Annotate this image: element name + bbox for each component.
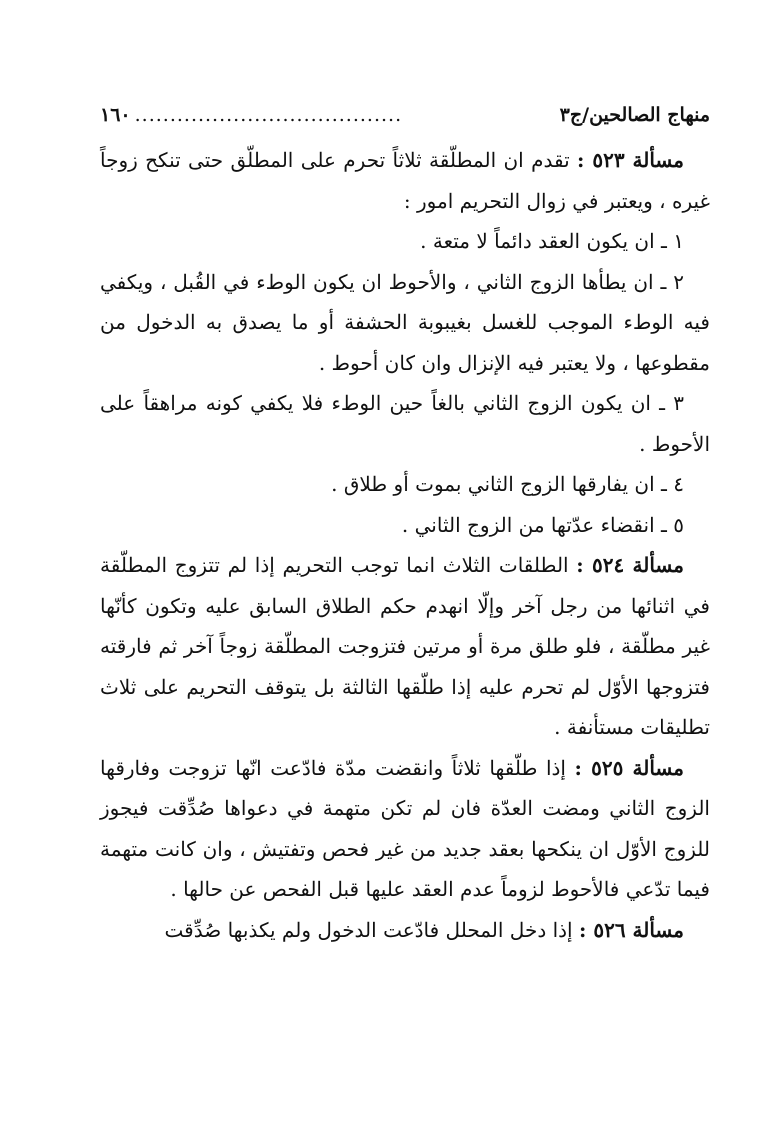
dot-leader: ...................................... xyxy=(134,104,403,126)
issue-525 xyxy=(100,748,710,910)
issue-524 xyxy=(100,545,710,748)
condition-4: ٤ ـ ان يفارقها الزوج الثاني بموت أو طلاق . xyxy=(331,472,684,496)
issue-523 xyxy=(100,140,710,221)
condition-1: ١ ـ ان يكون العقد دائماً لا متعة . xyxy=(420,229,684,253)
page-number: ١٦٠ xyxy=(100,104,131,126)
issue-heading: مسألة ٥٢٣ : xyxy=(576,148,684,172)
issue-text: تقدم ان المطلّقة ثلاثاً تحرم على المطلّق حتى تنكح زوجاً غيره ، ويعتبر في زوال التحريم امور : xyxy=(100,148,710,213)
book-title: منهاج الصالحين/ج٣ xyxy=(559,104,710,126)
condition-2: ٢ ـ ان يطأها الزوج الثاني ، والأحوط ان يكون الوطء في القُبل ، ويكفي فيه الوطء الموجب للغسل بغيبوبة الحشفة أو ما يصدق به الدخول من مقطوعها ، ولا يعتبر فيه الإنزال وان كان أحوط . xyxy=(100,269,710,375)
issue-text: إذا طلّقها ثلاثاً وانقضت مدّة فادّعت انّها تزوجت وفارقها الزوج الثاني ومضت العدّة فان لم تكن متهمة في دعواها صُدِّقت فيجوز للزوج الأوّل ان ينكحها بعقد جديد من غير فحص وتفتيش ، وان كانت متهمة فيما تدّعي فالأحوط لزوماً عدم العقد عليها قبل الفحص عن حالها . xyxy=(100,755,711,901)
book-page xyxy=(100,100,710,950)
issue-text: إذا دخل المحلل فادّعت الدخول ولم يكذبها صُدِّقت xyxy=(164,917,579,942)
running-head xyxy=(100,100,710,130)
issue-heading: مسألة ٥٢٥ : xyxy=(574,755,684,780)
issue-526 xyxy=(100,910,710,951)
condition-3: ٣ ـ ان يكون الزوج الثاني بالغاً حين الوطء فلا يكفي كونه مراهقاً على الأحوط . xyxy=(100,391,710,456)
issue-heading: مسألة ٥٢٦ : xyxy=(578,917,684,942)
issue-heading: مسألة ٥٢٤ : xyxy=(576,553,684,577)
page-body xyxy=(100,140,710,950)
issue-text: الطلقات الثلاث انما توجب التحريم إذا لم تتزوج المطلّقة في اثنائها من رجل آخر وإلّا انهدم حكم الطلاق السابق عليه وتكون كأنّها غير مطلّقة ، فلو طلق مرة أو مرتين فتزوجت المطلّقة زوجاً آخر ثم فارقته فتزوجها الأوّل لم تحرم عليه إذا طلّقها الثالثة بل يتوقف التحريم على ثلاث تطليقات مستأنفة . xyxy=(100,553,710,739)
condition-5: ٥ ـ انقضاء عدّتها من الزوج الثاني . xyxy=(401,512,684,537)
